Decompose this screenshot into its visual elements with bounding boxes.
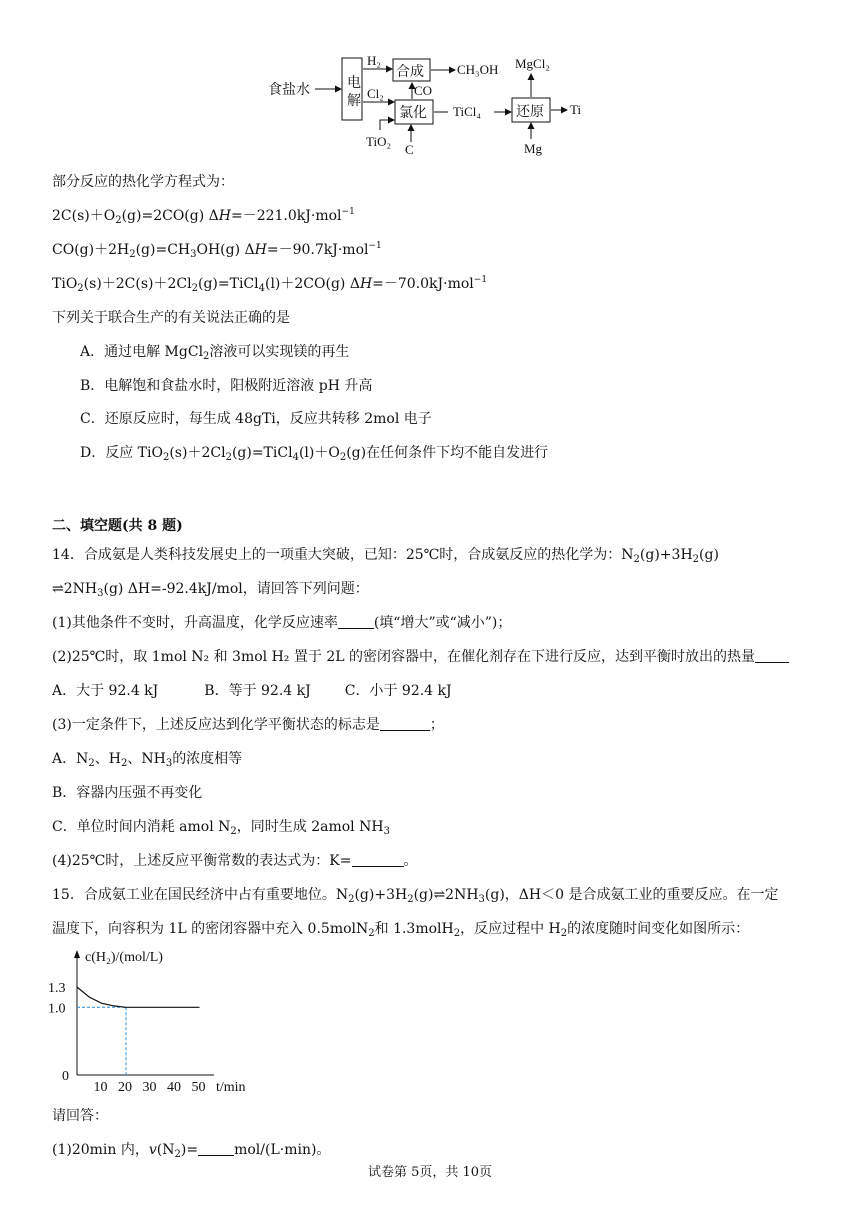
thermo-equation-3: $TiO_2(s)+2C(s)+2Cl_2(g)=TiCl_4(l)+2CO(g)$ ΔH=－70.0kJ·mol$^{-1}$ xyxy=(52,275,488,294)
answer-blank[interactable] xyxy=(198,1141,234,1156)
section-heading: 二、填空题(共 8 题) xyxy=(52,518,183,534)
flow-electrolysis-label-1: 电 xyxy=(347,76,361,91)
q13-option-b: B．电解饱和食盐水时，阳极附近溶液 pH 升高 xyxy=(80,378,373,394)
q14-part-2: (2)25℃时，取 1mol N₂ 和 3mol H₂ 置于 2L 的密闭容器中，在催化剂存在下进行反应，达到平衡时放出的热量 xyxy=(52,647,789,667)
q14-part-2-options xyxy=(52,681,452,701)
flow-h2-label: H₂ xyxy=(367,53,381,68)
flow-cl2-label: Cl₂ xyxy=(367,86,384,101)
flow-mgcl2-label: MgCl₂ xyxy=(515,56,550,71)
flow-synthesis-label: 合成 xyxy=(396,65,424,80)
x-tick-label: 20 xyxy=(118,1080,132,1095)
h2-concentration-chart xyxy=(42,948,262,1096)
q14-part-3-option-b: B．容器内压强不再变化 xyxy=(52,785,203,801)
x-tick-label: 10 xyxy=(93,1080,108,1095)
y-tick-label: 1.3 xyxy=(48,980,66,996)
option-a: A．大于 92.4 kJ xyxy=(52,683,159,699)
flow-chlorination-label: 氯化 xyxy=(399,106,427,121)
flow-methanol-label: CH₃OH xyxy=(457,62,499,77)
q14-part-3-option-c: C．单位时间内消耗 amol $N_2$，同时生成 2amol $NH_3$ xyxy=(52,819,390,837)
q13-intro: 部分反应的热化学方程式为： xyxy=(52,174,234,190)
q15-answer-prompt: 请回答： xyxy=(52,1108,108,1124)
option-b: B．等于 92.4 kJ xyxy=(204,683,311,699)
q15-part-1: (1)20min 内，$v(N_2)= mol/(L\cdot\min)$。 xyxy=(52,1142,331,1160)
flow-electrolysis-label-2: 解 xyxy=(347,94,361,109)
q14-part-4: (4)25℃时，上述反应平衡常数的表达式为：K= 。 xyxy=(52,853,418,869)
flow-ticl4-label: TiCl₄ xyxy=(453,104,481,119)
flow-input-label: 食盐水 xyxy=(268,83,310,98)
q14-stem-line-1: 14．合成氨是人类科技发展史上的一项重大突破，已知：25℃时，合成氨反应的热化学为：$N_2(g)+3H_2(g)$ xyxy=(52,547,719,565)
origin-label: 0 xyxy=(62,1069,69,1084)
y-axis-label: c(H₂)/(mol/L) xyxy=(85,950,163,965)
h2-curve xyxy=(77,987,200,1007)
x-tick-label: 40 xyxy=(167,1080,181,1095)
q13-option-a: A．通过电解 MgCl$_2$溶液可以实现镁的再生 xyxy=(80,344,350,362)
q13-question: 下列关于联合生产的有关说法正确的是 xyxy=(52,310,290,326)
x-tick-label: 50 xyxy=(191,1080,206,1095)
flow-tio2-label: TiO₂ xyxy=(366,134,392,149)
q14-part-3: (3)一定条件下，上述反应达到化学平衡状态的标志是 ； xyxy=(52,717,444,733)
option-c: C．小于 92.4 kJ xyxy=(344,683,452,699)
flow-reduction-label: 还原 xyxy=(516,105,544,120)
q14-part-1: (1)其他条件不变时，升高温度，化学反应速率 (填“增大”或“减小”)； xyxy=(52,615,512,631)
q14-stem-line-2: $\rightleftharpoons 2NH_3(g)$ ΔH=-92.4kJ/mol，请回答下列问题： xyxy=(52,581,369,599)
q15-stem-line-2: 温度下，向容积为 1L 的密闭容器中充入 0.5molN$_2$和 1.3molH$_2$，反应过程中 $H_2$的浓度随时间变化如图所示： xyxy=(52,921,750,939)
answer-blank[interactable] xyxy=(380,716,430,731)
answer-blank[interactable] xyxy=(755,648,789,663)
x-axis-label: t/min xyxy=(216,1080,246,1095)
answer-blank[interactable] xyxy=(338,614,374,629)
thermo-equation-2: $CO(g)+2H_2(g)=CH_3OH(g)$ ΔH=－90.7kJ·mol$^{-1}$ xyxy=(52,241,382,260)
thermo-equation-1: $2C(s)+O_2(g)=2CO(g)$ ΔH=－221.0kJ·mol$^{-1}$ xyxy=(52,207,355,226)
flow-co-label: CO xyxy=(414,83,433,98)
y-tick-label: 1.0 xyxy=(48,1001,66,1017)
flow-mg-label: Mg xyxy=(524,141,543,156)
q14-part-3-option-a: A．$N_2$、$H_2$、$NH_3$的浓度相等 xyxy=(52,751,243,769)
flow-c-label: C xyxy=(405,142,414,157)
x-tick-label: 30 xyxy=(142,1080,157,1095)
q15-stem-line-1: 15．合成氨工业在国民经济中占有重要地位。$N_2(g)+3H_2(g)\rightleftharpoons 2NH_3(g)$，ΔH＜0 是合成氨工业的重要反应。在一定 xyxy=(52,887,779,905)
answer-blank[interactable] xyxy=(352,852,404,867)
flow-ti-label: Ti xyxy=(570,102,582,117)
q13-option-d: D．反应 $TiO_2(s)+2Cl_2(g)=TiCl_4(l)+O_2(g)$在任何条件下均不能自发进行 xyxy=(80,445,549,463)
page-footer: 试卷第 5页，共 10页 xyxy=(367,1165,493,1180)
process-flowchart xyxy=(262,50,602,158)
q13-option-c: C．还原反应时，每生成 48gTi，反应共转移 2mol 电子 xyxy=(80,411,432,427)
